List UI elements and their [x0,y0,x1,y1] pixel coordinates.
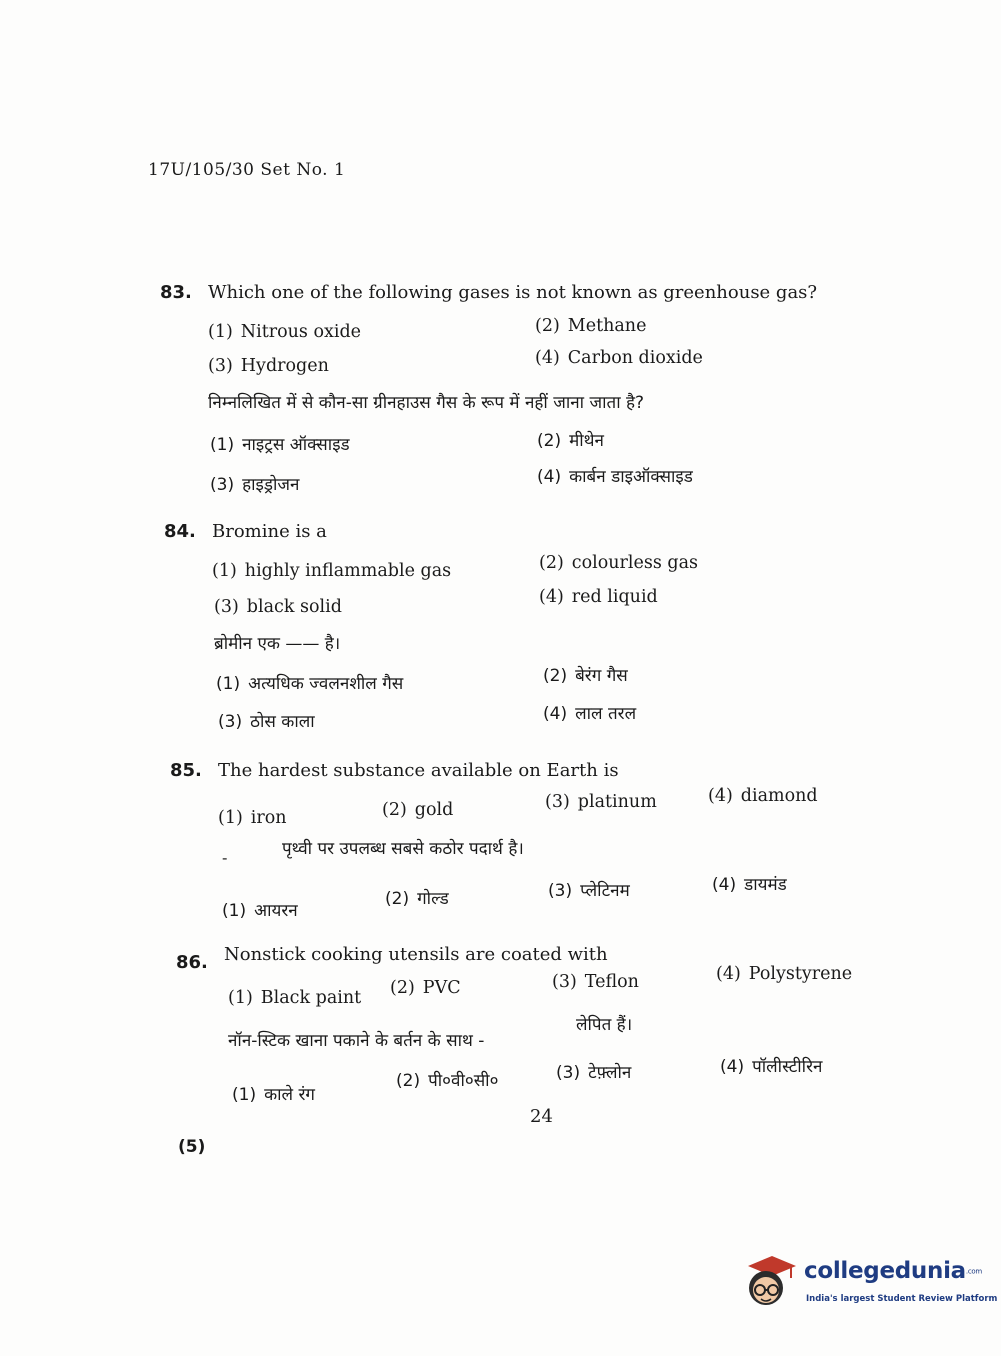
option-hi-1: (1) काले रंग [232,1085,316,1105]
option-en-3: (3) black solid [214,597,342,617]
question-text-hi: नॉन-स्टिक खाना पकाने के बर्तन के साथ - [228,1031,485,1051]
question-84 [164,521,924,741]
option-en-2: (2) Methane [535,316,647,336]
question-text-en: The hardest substance available on Earth is [218,760,619,781]
question-text-hi: निम्नलिखित में से कौन-सा ग्रीनहाउस गैस के रूप में नहीं जाना जाता है? [208,393,645,413]
option-hi-3: (3) हाइड्रोजन [210,475,300,495]
option-en-4: (4) red liquid [539,587,658,607]
option-hi-1: (1) आयरन [222,901,298,921]
option-en-2: (2) PVC [390,978,461,998]
option-hi-3: (3) ठोस काला [218,712,315,732]
question-text-en: Bromine is a [212,521,327,542]
option-hi-1: (1) नाइट्रस ऑक्साइड [210,435,350,455]
question-text-en: Which one of the following gases is not known as greenhouse gas? [208,282,818,303]
collegedunia-logo-icon [742,1250,804,1312]
option-en-1: (1) iron [218,808,287,828]
question-text-hi: ब्रोमीन एक —— है। [214,634,341,654]
option-hi-4: (4) कार्बन डाइऑक्साइड [537,467,693,487]
option-en-4: (4) Carbon dioxide [535,348,703,368]
brand-tagline: India's largest Student Review Platform [806,1294,998,1304]
option-en-2: (2) gold [382,800,454,820]
option-hi-1: (1) अत्यधिक ज्वलनशील गैस [216,674,404,694]
question-text-en: Nonstick cooking utensils are coated with [224,944,608,965]
question-85 [170,760,930,930]
option-en-3: (3) platinum [545,792,657,812]
option-en-1: (1) Black paint [228,988,362,1008]
option-en-4: (4) diamond [708,786,818,806]
option-hi-2: (2) पी०वी०सी० [396,1071,499,1091]
question-number: 84. [164,521,196,542]
question-text-hi-end: लेपित हैं। [576,1015,633,1035]
option-en-1: (1) highly inflammable gas [212,561,452,581]
question-86 [176,944,936,1114]
question-83 [160,282,920,502]
brand-name: collegedunia.com [804,1258,982,1284]
option-en-3: (3) Hydrogen [208,356,329,376]
option-en-3: (3) Teflon [552,972,639,992]
option-hi-2: (2) मीथेन [537,431,604,451]
option-hi-2: (2) गोल्ड [385,889,449,909]
option-en-1: (1) Nitrous oxide [208,322,362,342]
option-hi-3: (3) टेफ़्लोन [556,1063,632,1083]
option-hi-4: (4) डायमंड [712,875,787,895]
question-number: 85. [170,760,202,781]
collegedunia-brand [742,1250,998,1312]
option-en-2: (2) colourless gas [539,553,698,573]
option-hi-4: (4) लाल तरल [543,704,637,724]
question-number: 83. [160,282,192,303]
footer-code: (5) [178,1137,206,1157]
question-text-hi: पृथ्वी पर उपलब्ध सबसे कठोर पदार्थ है। [282,839,524,859]
option-en-4: (4) Polystyrene [716,964,853,984]
option-hi-4: (4) पॉलीस्टीरिन [720,1057,823,1077]
question-number: 86. [176,952,208,973]
dash-mark: - [222,848,228,867]
option-hi-2: (2) बेरंग गैस [543,666,628,686]
paper-code-header: 17U/105/30 Set No. 1 [148,160,346,180]
page-number: 24 [530,1106,553,1127]
option-hi-3: (3) प्लेटिनम [548,881,630,901]
